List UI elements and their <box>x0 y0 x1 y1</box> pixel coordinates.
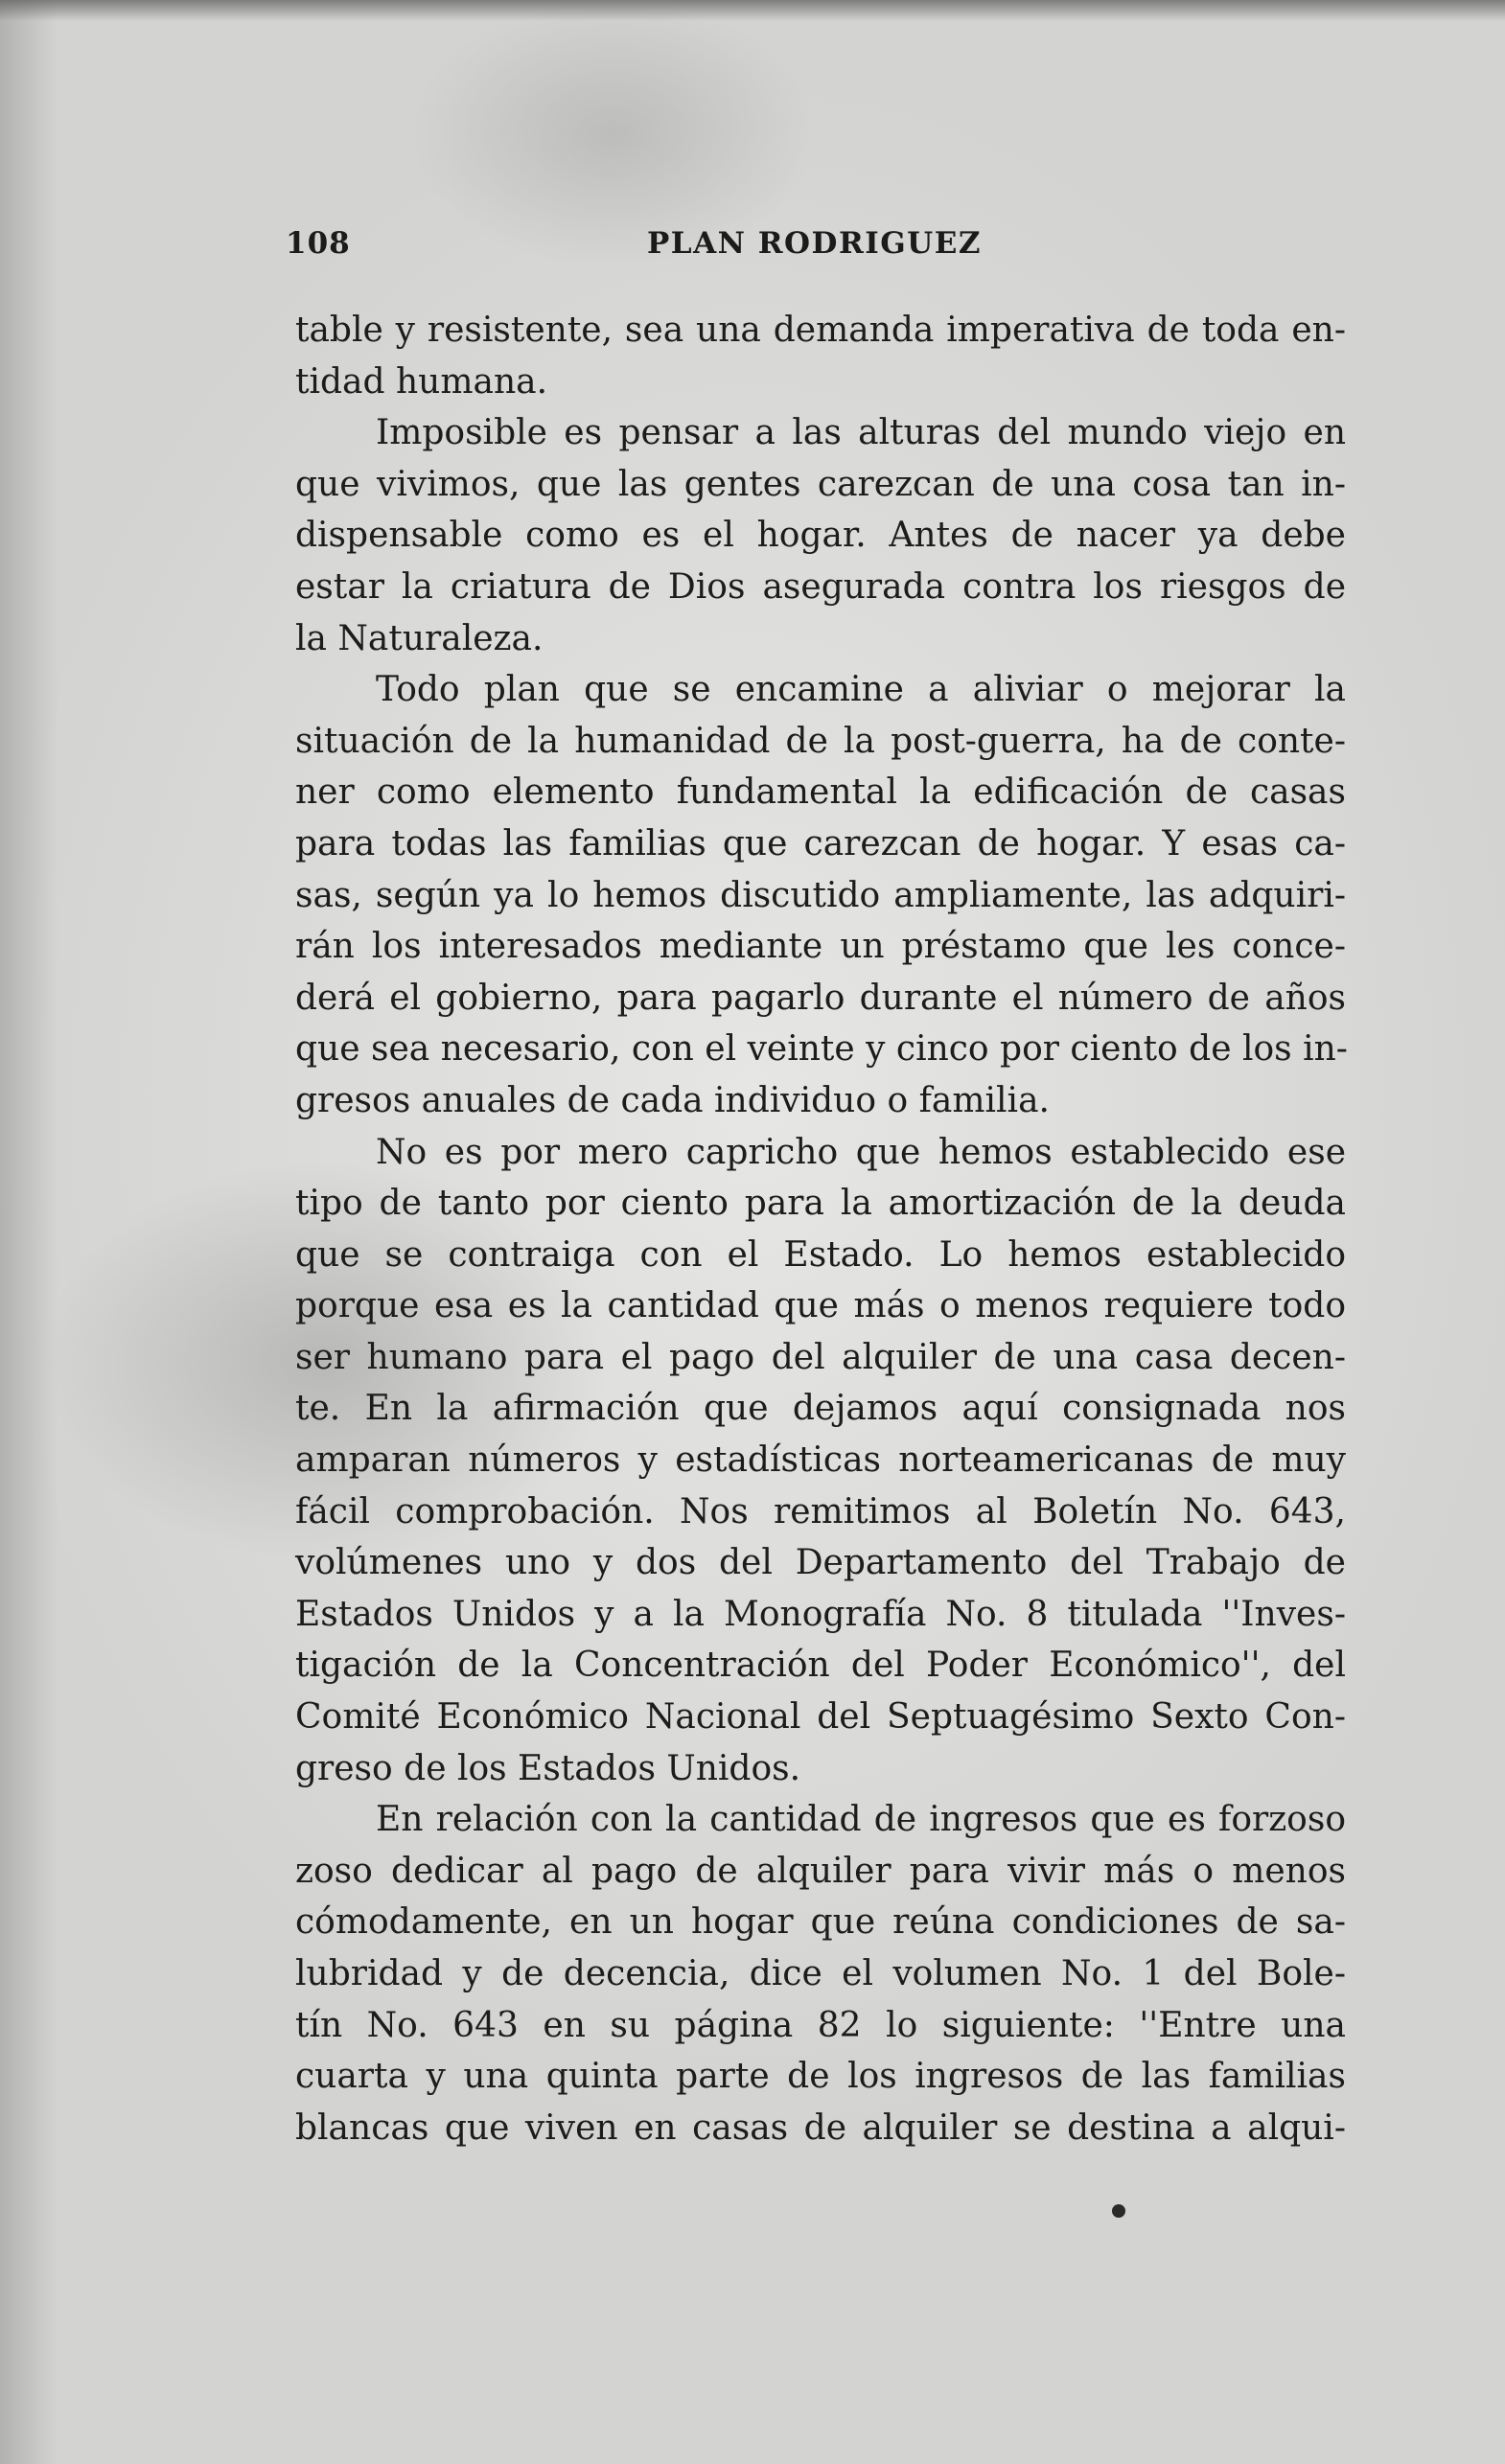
text-line: Estados Unidos y a la Monografía No. 8 titulada ''Inves- <box>295 1594 1346 1634</box>
text-line: para todas las familias que carezcan de hogar. Y esas ca- <box>295 823 1346 864</box>
page-edge-shadow-left <box>0 0 58 2464</box>
text-line: En relación con la cantidad de ingresos que es forzoso <box>376 1800 1346 1840</box>
text-line: que vivimos, que las gentes carezcan de una cosa tan in- <box>295 464 1346 504</box>
text-line: volúmenes uno y dos del Departamento del Trabajo de <box>295 1543 1346 1583</box>
text-line: zoso dedicar al pago de alquiler para vivir más o menos <box>295 1851 1346 1891</box>
text-line: tigación de la Concentración del Poder Económico'', del <box>295 1646 1346 1686</box>
text-line: tipo de tanto por ciento para la amortización de la deuda <box>295 1184 1346 1224</box>
ink-spot <box>1112 2204 1125 2218</box>
text-line: gresos anuales de cada individuo o familia. <box>295 1080 1050 1120</box>
text-line: tín No. 643 en su página 82 lo siguiente: ''Entre una <box>295 2005 1346 2045</box>
text-line: fácil comprobación. Nos remitimos al Boletín No. 643, <box>295 1491 1346 1531</box>
text-line: sas, según ya lo hemos discutido ampliamente, las adquiri- <box>295 875 1346 915</box>
page-header <box>286 226 1340 265</box>
text-line: cuarta y una quinta parte de los ingresos de las familias <box>295 2057 1346 2097</box>
text-line: porque esa es la cantidad que más o menos requiere todo <box>295 1286 1346 1326</box>
text-line: blancas que viven en casas de alquiler se destina a alqui- <box>295 2107 1346 2148</box>
text-line: situación de la humanidad de la post-guerra, ha de conte- <box>295 721 1346 761</box>
text-line: No es por mero capricho que hemos establecido ese <box>376 1132 1346 1172</box>
text-line: table y resistente, sea una demanda imperativa de toda en- <box>295 311 1346 350</box>
text-line: que sea necesario, con el veinte y cinco por ciento de los in- <box>295 1029 1348 1070</box>
text-line: dispensable como es el hogar. Antes de nacer ya debe <box>295 516 1346 556</box>
text-line: te. En la afirmación que dejamos aquí consignada nos <box>295 1389 1346 1429</box>
text-line: la Naturaleza. <box>295 618 544 658</box>
text-line: greso de los Estados Unidos. <box>295 1748 801 1788</box>
text-line: Comité Económico Nacional del Septuagésimo Sexto Con- <box>295 1697 1346 1738</box>
text-line: Imposible es pensar a las alturas del mundo viejo en <box>376 413 1346 453</box>
text-line: tidad humana. <box>295 361 548 402</box>
text-line: amparan números y estadísticas norteamericanas de muy <box>295 1440 1346 1481</box>
text-line: estar la criatura de Dios asegurada contra los riesgos de <box>295 566 1346 607</box>
text-line: cómodamente, en un hogar que reúna condiciones de sa- <box>295 1902 1346 1943</box>
body-text <box>295 305 1346 2153</box>
text-line: derá el gobierno, para pagarlo durante el número de años <box>295 978 1346 1018</box>
text-line: Todo plan que se encamine a aliviar o mejorar la <box>376 670 1346 710</box>
text-line: que se contraiga con el Estado. Lo hemos establecido <box>295 1234 1346 1275</box>
page-number: 108 <box>286 226 351 261</box>
text-line: ner como elemento fundamental la edificación de casas <box>295 772 1346 813</box>
text-line: lubridad y de decencia, dice el volumen No. 1 del Bole- <box>295 1954 1346 1993</box>
text-line: rán los interesados mediante un préstamo que les conce- <box>295 927 1346 967</box>
text-line: ser humano para el pago del alquiler de una casa decen- <box>295 1337 1346 1377</box>
page-edge-shadow-top <box>0 0 1505 21</box>
running-title: PLAN RODRIGUEZ <box>647 226 982 261</box>
